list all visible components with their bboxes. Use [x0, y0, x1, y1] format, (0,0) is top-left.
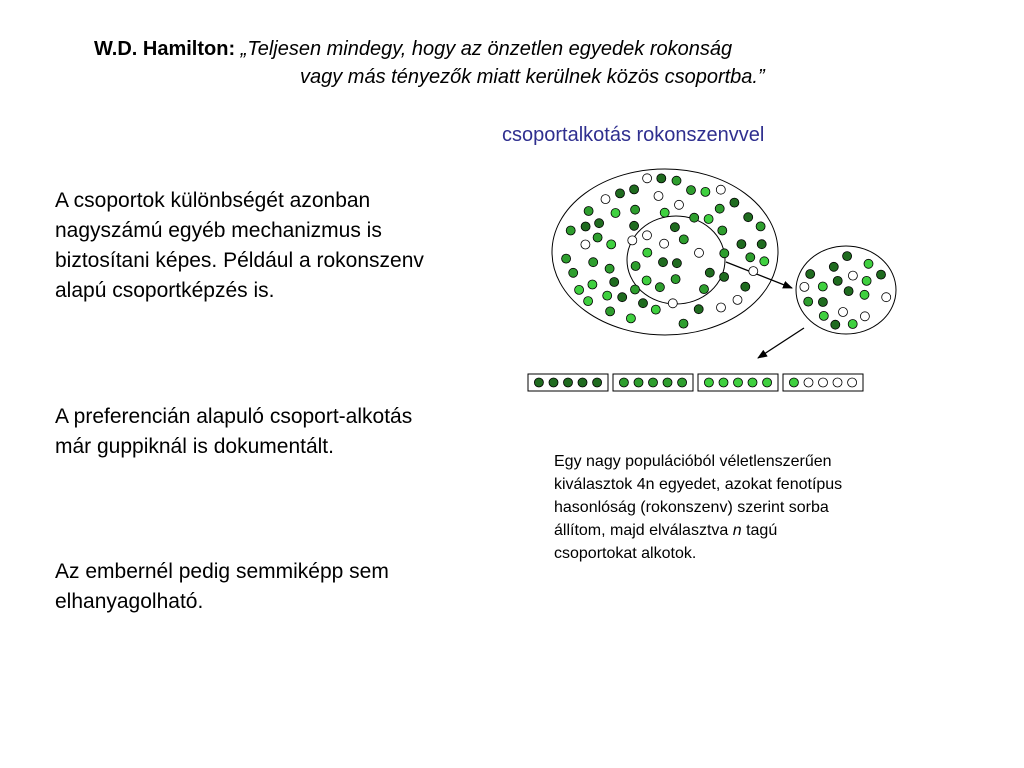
- sample-dot: [877, 270, 886, 279]
- quote-author: W.D. Hamilton:: [94, 38, 236, 60]
- sample-dot: [860, 290, 869, 299]
- population-dot: [584, 207, 593, 216]
- sample-dot: [806, 270, 815, 279]
- population-dot: [657, 174, 666, 183]
- group-dot: [789, 378, 798, 387]
- population-dot: [651, 305, 660, 314]
- sample-dot: [819, 311, 828, 320]
- population-dot: [611, 209, 620, 218]
- group-dot: [719, 378, 728, 387]
- population-dot: [595, 219, 604, 228]
- arrow-to-groups: [758, 328, 804, 358]
- population-dot: [643, 248, 652, 257]
- population-dot: [720, 249, 729, 258]
- caption-italic-n: n: [732, 522, 742, 539]
- population-dot: [695, 248, 704, 257]
- sample-dot: [829, 262, 838, 271]
- population-dot: [569, 268, 578, 277]
- population-dots: [562, 174, 769, 328]
- population-dot: [589, 258, 598, 267]
- population-dot: [659, 258, 668, 267]
- population-dot: [737, 240, 746, 249]
- paragraph-guppies: A preferencián alapuló csoport-alkotás már guppiknál is dokumentált.: [55, 405, 413, 458]
- population-dot: [679, 235, 688, 244]
- population-dot: [654, 192, 663, 201]
- quote-line-1: „Teljesen mindegy, hogy az önzetlen egyedek rokonság: [240, 38, 733, 60]
- sample-dot: [860, 312, 869, 321]
- population-dot: [581, 222, 590, 231]
- population-dot: [671, 275, 680, 284]
- population-dot: [639, 299, 648, 308]
- population-dot: [670, 223, 679, 232]
- population-dot: [687, 186, 696, 195]
- group-dot: [748, 378, 757, 387]
- population-dot: [733, 295, 742, 304]
- arrow-to-sample: [726, 262, 792, 288]
- group-dot: [634, 378, 643, 387]
- group-dot: [593, 378, 602, 387]
- caption-text-end: tagú csoportokat alkotok.: [554, 522, 778, 562]
- population-dot: [672, 259, 681, 268]
- population-dot: [694, 305, 703, 314]
- sample-dot: [818, 282, 827, 291]
- population-dot: [705, 268, 714, 277]
- sample-dot: [848, 320, 857, 329]
- population-dot: [760, 257, 769, 266]
- population-dot: [701, 187, 710, 196]
- population-dot: [744, 213, 753, 222]
- sample-dot: [844, 287, 853, 296]
- population-dot: [575, 285, 584, 294]
- population-dot: [756, 222, 765, 231]
- population-dot: [668, 299, 677, 308]
- group-dot: [649, 378, 658, 387]
- population-dot: [628, 236, 637, 245]
- group-dot: [734, 378, 743, 387]
- population-dot: [630, 185, 639, 194]
- group-dot: [763, 378, 772, 387]
- population-dot: [593, 233, 602, 242]
- population-dot: [655, 283, 664, 292]
- population-dot: [601, 195, 610, 204]
- sample-dot: [864, 259, 873, 268]
- sample-dots: [800, 252, 891, 330]
- population-dot: [660, 208, 669, 217]
- population-dot: [607, 240, 616, 249]
- group-dot: [534, 378, 543, 387]
- sample-dot: [862, 276, 871, 285]
- group-dot: [663, 378, 672, 387]
- population-dot: [631, 262, 640, 271]
- population-dot: [581, 240, 590, 249]
- population-dot: [672, 176, 681, 185]
- paragraph-group-differences: A csoportok különbségét azonban nagyszámú egyéb mechanizmus is biztosítani képes. Például a rokonszenv alapú csoportképzés is.: [55, 189, 424, 302]
- population-dot: [610, 278, 619, 287]
- group-dot: [619, 378, 628, 387]
- paragraph-humans: Az embernél pedig semmiképp sem elhanyagolható.: [55, 560, 389, 613]
- population-dot: [643, 231, 652, 240]
- population-dot: [675, 200, 684, 209]
- population-dot: [757, 240, 766, 249]
- group-dot: [549, 378, 558, 387]
- population-dot: [588, 280, 597, 289]
- group-dot: [833, 378, 842, 387]
- population-dot: [715, 204, 724, 213]
- sample-dot: [831, 320, 840, 329]
- population-dot: [746, 253, 755, 262]
- population-dot: [605, 264, 614, 273]
- sample-dot: [882, 293, 891, 302]
- sample-dot: [804, 297, 813, 306]
- population-dot: [749, 267, 758, 276]
- population-dot: [626, 314, 635, 323]
- population-dot: [642, 276, 651, 285]
- population-dot: [603, 291, 612, 300]
- group-boxes: [528, 374, 863, 391]
- group-dot: [804, 378, 813, 387]
- sample-dot: [839, 308, 848, 317]
- population-dot: [616, 189, 625, 198]
- population-dot: [718, 226, 727, 235]
- population-dot: [717, 303, 726, 312]
- sample-dot: [833, 276, 842, 285]
- population-dot: [630, 221, 639, 230]
- diagram-title: csoportalkotás rokonszenvvel: [502, 124, 765, 146]
- sample-dot: [818, 298, 827, 307]
- population-dot: [618, 293, 627, 302]
- group-dot: [848, 378, 857, 387]
- population-dot: [660, 239, 669, 248]
- group-dot: [578, 378, 587, 387]
- population-dot: [631, 285, 640, 294]
- population-dot: [704, 215, 713, 224]
- sample-dot: [800, 282, 809, 291]
- population-dot: [716, 185, 725, 194]
- population-dot: [566, 226, 575, 235]
- population-dot: [730, 198, 739, 207]
- population-dot: [700, 285, 709, 294]
- group-dot: [678, 378, 687, 387]
- population-dot: [690, 213, 699, 222]
- group-dot: [704, 378, 713, 387]
- population-dot: [679, 319, 688, 328]
- population-dot: [643, 174, 652, 183]
- sample-dot: [848, 271, 857, 280]
- population-dot: [720, 272, 729, 281]
- population-dot: [631, 205, 640, 214]
- population-ellipse: [552, 169, 778, 335]
- group-dot: [819, 378, 828, 387]
- caption-text-start: Egy nagy populációból véletlenszerűen kiválasztok 4n egyedet, azokat fenotípus hasonlóság (rokonszenv) szerint sorba állítom, majd elválasztva: [554, 453, 843, 539]
- group-dot: [564, 378, 573, 387]
- quote-line-2: vagy más tényezők miatt kerülnek közös csoportba.”: [300, 66, 765, 88]
- population-dot: [584, 297, 593, 306]
- population-dot: [741, 282, 750, 291]
- population-dot: [606, 307, 615, 316]
- sample-dot: [843, 252, 852, 261]
- population-dot: [562, 254, 571, 263]
